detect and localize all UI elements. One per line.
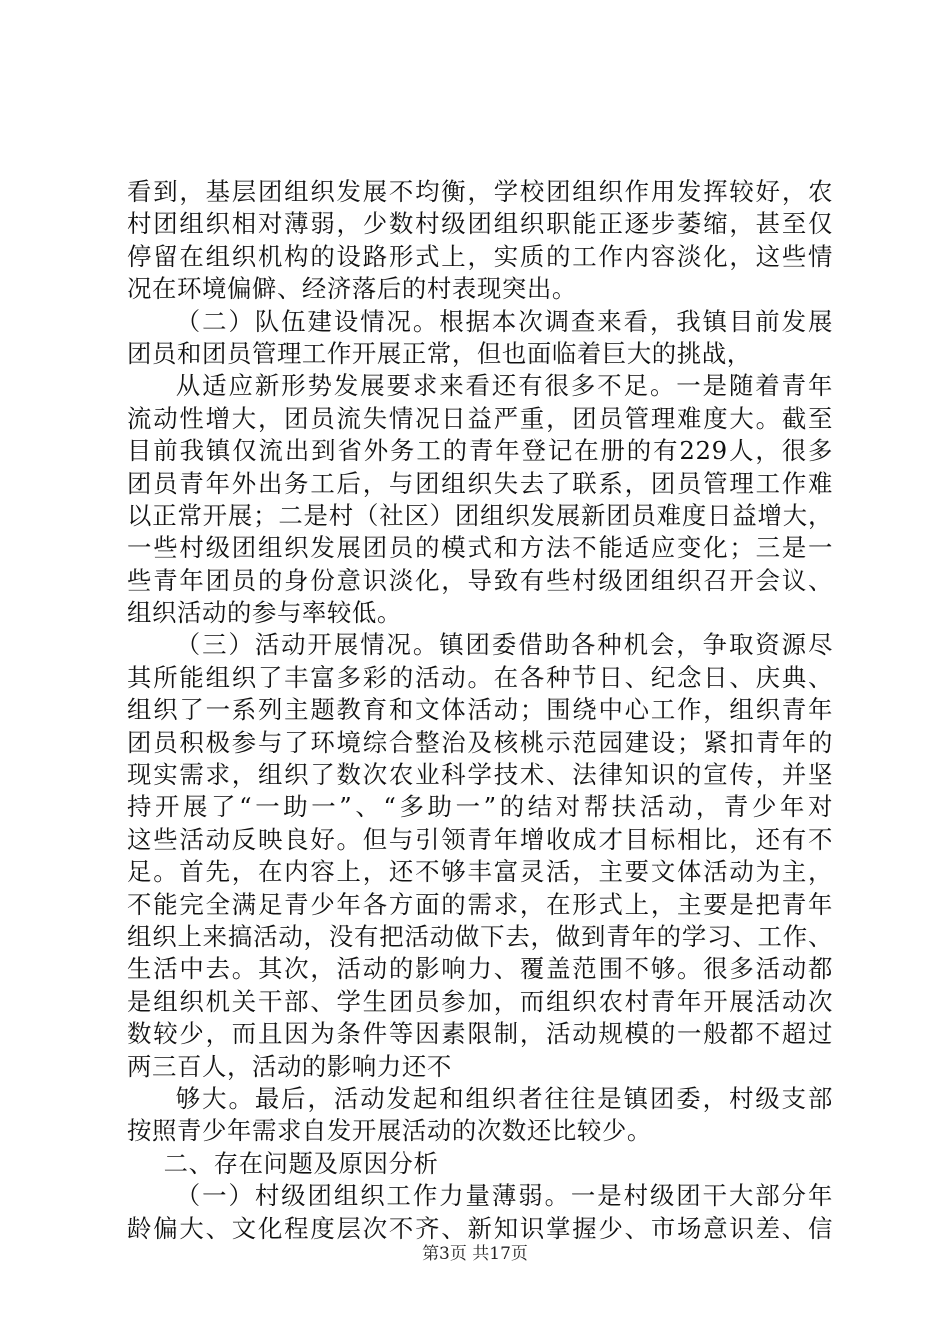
text-line: 看到，基层团组织发展不均衡，学校团组织作用发挥较好，农 (127, 177, 833, 206)
text-line: 些青年团员的身份意识淡化，导致有些村级团组织召开会议、 (127, 565, 833, 595)
text-line: 龄偏大、文化程度层次不齐、新知识掌握少、市场意识差、信 (127, 1213, 833, 1243)
text-line: 村团组织相对薄弱，少数村级团组织职能正逐步萎缩，甚至仅 (127, 209, 833, 239)
text-line: 团员青年外出务工后，与团组织失去了联系，团员管理工作难 (127, 468, 833, 498)
text-line: （二）队伍建设情况。根据本次调查来看，我镇目前发展 (175, 306, 833, 336)
text-line: 两三百人，活动的影响力还不 (127, 1051, 452, 1081)
text-line: 数较少，而且因为条件等因素限制，活动规模的一般都不超过 (127, 1019, 833, 1049)
text-line: 现实需求，组织了数次农业科学技术、法律知识的宣传，并坚 (127, 760, 833, 790)
text-line: 一些村级团组织发展团员的模式和方法不能适应变化；三是一 (127, 533, 833, 563)
text-line: 团员和团员管理工作开展正常，但也面临着巨大的挑战， (127, 338, 752, 368)
page-footer: 第3页 共17页 (422, 1244, 528, 1264)
text-line: 其所能组织了丰富多彩的活动。在各种节日、纪念日、庆典、 (127, 662, 833, 692)
text-line: 不能完全满足青少年各方面的需求，在形式上，主要是把青年 (127, 889, 833, 919)
text-line: 从适应新形势发展要求来看还有很多不足。一是随着青年 (175, 371, 833, 401)
text-line: 流动性增大，团员流失情况日益严重，团员管理难度大。截至 (127, 403, 833, 433)
text-line: 生活中去。其次，活动的影响力、覆盖范围不够。很多活动都 (127, 954, 833, 984)
document-body (127, 176, 833, 1245)
text-line: 组织活动的参与率较低。 (127, 598, 402, 628)
text-line: （一）村级团组织工作力量薄弱。一是村级团干大部分年 (175, 1181, 833, 1211)
text-line: 以正常开展；二是村（社区）团组织发展新团员难度日益增大， (127, 500, 833, 530)
text-line: 目前我镇仅流出到省外务工的青年登记在册的有229人，很多 (127, 436, 833, 466)
text-line: 是组织机关干部、学生团员参加，而组织农村青年开展活动次 (127, 986, 833, 1016)
text-line: 这些活动反映良好。但与引领青年增收成才目标相比，还有不 (127, 824, 833, 854)
text-line: 团员积极参与了环境综合整治及核桃示范园建设；紧扣青年的 (127, 727, 833, 757)
text-line: 够大。最后，活动发起和组织者往往是镇团委，村级支部 (175, 1083, 833, 1113)
text-line: 持开展了“一助一”、“多助一”的结对帮扶活动，青少年对 (127, 792, 833, 822)
text-line: 停留在组织机构的设路形式上，实质的工作内容淡化，这些情 (127, 241, 833, 271)
text-line: 况在环境偏僻、经济落后的村表现突出。 (127, 274, 577, 304)
text-line: 足。首先，在内容上，还不够丰富灵活，主要文体活动为主， (127, 857, 833, 887)
text-line: 组织了一系列主题教育和文体活动；围绕中心工作，组织青年 (127, 695, 833, 725)
text-line: 二、存在问题及原因分析 (163, 1148, 439, 1178)
text-line: （三）活动开展情况。镇团委借助各种机会，争取资源尽 (175, 630, 833, 660)
text-line: 组织上来搞活动，没有把活动做下去，做到青年的学习、工作、 (127, 921, 833, 951)
text-line: 按照青少年需求自发开展活动的次数还比较少。 (127, 1116, 652, 1146)
